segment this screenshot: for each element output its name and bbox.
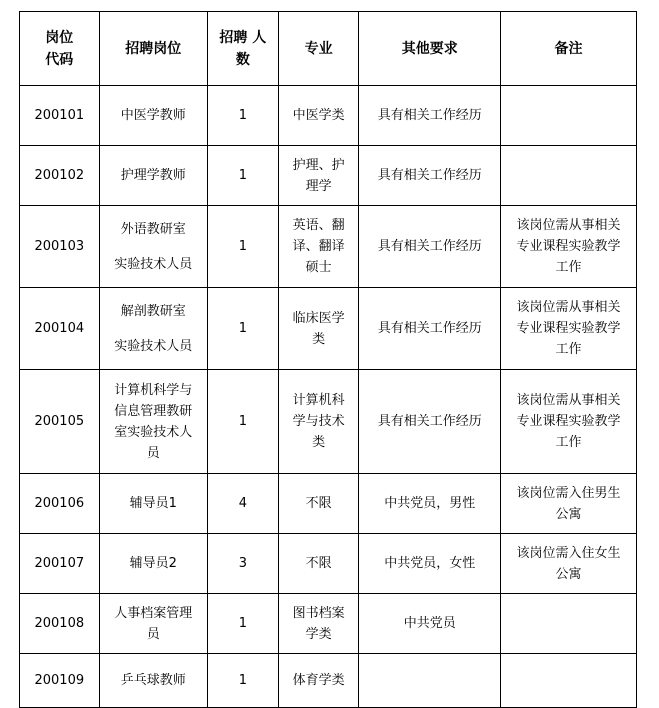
cell-requirement: 具有相关工作经历 xyxy=(359,206,501,288)
cell-major-line: 计算机科 xyxy=(292,393,345,408)
cell-requirement: 具有相关工作经历 xyxy=(359,370,501,474)
cell-post xyxy=(99,370,207,474)
cell-code: 200101 xyxy=(20,86,100,146)
cell-major-line: 英语、翻 xyxy=(292,218,345,233)
cell-note xyxy=(500,654,636,708)
cell-note xyxy=(500,534,636,594)
cell-count: 1 xyxy=(207,370,278,474)
cell-post-line: 人事档案管理 xyxy=(114,605,193,621)
cell-requirement xyxy=(359,654,501,708)
table-row xyxy=(20,370,637,474)
header-code-line2: 代码 xyxy=(45,51,74,68)
cell-major-line: 临床医学 xyxy=(292,310,345,326)
cell-count: 3 xyxy=(207,534,278,594)
cell-note-line: 工作 xyxy=(555,342,582,357)
table-row xyxy=(20,146,637,206)
header-major: 专业 xyxy=(278,12,359,86)
cell-note-line: 该岗位需从事相关 xyxy=(516,393,621,408)
cell-post xyxy=(99,206,207,288)
cell-major-line: 硕士 xyxy=(305,260,332,275)
table-row xyxy=(20,594,637,654)
cell-count: 1 xyxy=(207,146,278,206)
cell-post xyxy=(99,288,207,370)
cell-note xyxy=(500,146,636,206)
cell-code: 200106 xyxy=(20,474,100,534)
header-code xyxy=(20,12,100,86)
table-row xyxy=(20,654,637,708)
cell-major xyxy=(278,288,359,370)
cell-post-line: 员 xyxy=(146,445,160,461)
cell-major-line: 图书档案 xyxy=(292,605,345,621)
cell-post: 护理学教师 xyxy=(99,146,207,206)
cell-post-line: 室实验技术人 xyxy=(114,424,193,440)
cell-count: 1 xyxy=(207,594,278,654)
cell-requirement: 中共党员，女性 xyxy=(359,534,501,594)
cell-major: 不限 xyxy=(278,534,359,594)
cell-note-line: 该岗位需入住男生 xyxy=(516,485,621,501)
cell-major-line: 护理、护 xyxy=(292,157,345,173)
cell-code: 200103 xyxy=(20,206,100,288)
recruitment-table xyxy=(19,11,637,708)
table-row xyxy=(20,474,637,534)
cell-requirement: 具有相关工作经历 xyxy=(359,146,501,206)
cell-post-line: 解剖教研室 xyxy=(120,303,186,319)
cell-major-line: 类 xyxy=(312,331,326,347)
cell-note-line: 工作 xyxy=(555,260,582,275)
cell-post: 辅导员2 xyxy=(99,534,207,594)
cell-major xyxy=(278,594,359,654)
cell-requirement: 具有相关工作经历 xyxy=(359,288,501,370)
cell-major-line: 理学 xyxy=(305,178,332,194)
cell-code: 200105 xyxy=(20,370,100,474)
cell-note xyxy=(500,288,636,370)
cell-post-line: 信息管理教研 xyxy=(114,403,193,419)
cell-requirement: 中共党员，男性 xyxy=(359,474,501,534)
cell-post-line: 实验技术人员 xyxy=(114,256,193,272)
cell-post: 辅导员1 xyxy=(99,474,207,534)
cell-count: 1 xyxy=(207,288,278,370)
cell-post-line: 外语教研室 xyxy=(120,221,186,237)
cell-count: 1 xyxy=(207,654,278,708)
header-requirement: 其他要求 xyxy=(359,12,501,86)
cell-major: 不限 xyxy=(278,474,359,534)
cell-note-line: 该岗位需入住女生 xyxy=(516,545,621,561)
cell-note-line: 工作 xyxy=(555,435,582,450)
cell-note xyxy=(500,594,636,654)
cell-major-line: 学类 xyxy=(305,626,332,642)
cell-note-line: 公寓 xyxy=(555,566,582,582)
table-row xyxy=(20,534,637,594)
cell-note-line: 专业课程实验教学 xyxy=(516,239,621,254)
cell-note-line: 专业课程实验教学 xyxy=(516,321,621,336)
cell-code: 200102 xyxy=(20,146,100,206)
header-count xyxy=(207,12,278,86)
cell-requirement: 具有相关工作经历 xyxy=(359,86,501,146)
header-code-line1: 岗位 xyxy=(45,29,74,46)
cell-note xyxy=(500,474,636,534)
table-row xyxy=(20,86,637,146)
table-row xyxy=(20,206,637,288)
cell-code: 200109 xyxy=(20,654,100,708)
header-count-line2: 数 xyxy=(235,51,250,68)
cell-code: 200104 xyxy=(20,288,100,370)
cell-major: 体育学类 xyxy=(278,654,359,708)
cell-note xyxy=(500,86,636,146)
cell-major xyxy=(278,206,359,288)
cell-code: 200108 xyxy=(20,594,100,654)
cell-note xyxy=(500,370,636,474)
cell-note-line: 专业课程实验教学 xyxy=(516,414,621,429)
cell-major xyxy=(278,370,359,474)
cell-post-line: 员 xyxy=(146,626,160,642)
cell-post-line: 计算机科学与 xyxy=(114,382,193,398)
cell-major: 中医学类 xyxy=(278,86,359,146)
cell-major-line: 类 xyxy=(312,435,326,450)
cell-major xyxy=(278,146,359,206)
header-post: 招聘岗位 xyxy=(99,12,207,86)
cell-post-line: 实验技术人员 xyxy=(114,338,193,354)
header-note: 备注 xyxy=(500,12,636,86)
cell-note-line: 该岗位需从事相关 xyxy=(516,218,621,233)
table-header-row xyxy=(20,12,637,86)
cell-note-line: 该岗位需从事相关 xyxy=(516,300,621,315)
cell-note-line: 公寓 xyxy=(555,506,582,522)
table-row xyxy=(20,288,637,370)
cell-count: 4 xyxy=(207,474,278,534)
cell-major-line: 学与技术 xyxy=(292,414,345,429)
cell-post: 中医学教师 xyxy=(99,86,207,146)
cell-count: 1 xyxy=(207,86,278,146)
cell-post xyxy=(99,594,207,654)
cell-post: 乒乓球教师 xyxy=(99,654,207,708)
header-count-line1: 招聘 人 xyxy=(219,29,267,46)
cell-major-line: 译、翻译 xyxy=(292,239,345,254)
cell-requirement: 中共党员 xyxy=(359,594,501,654)
cell-note xyxy=(500,206,636,288)
cell-code: 200107 xyxy=(20,534,100,594)
cell-count: 1 xyxy=(207,206,278,288)
